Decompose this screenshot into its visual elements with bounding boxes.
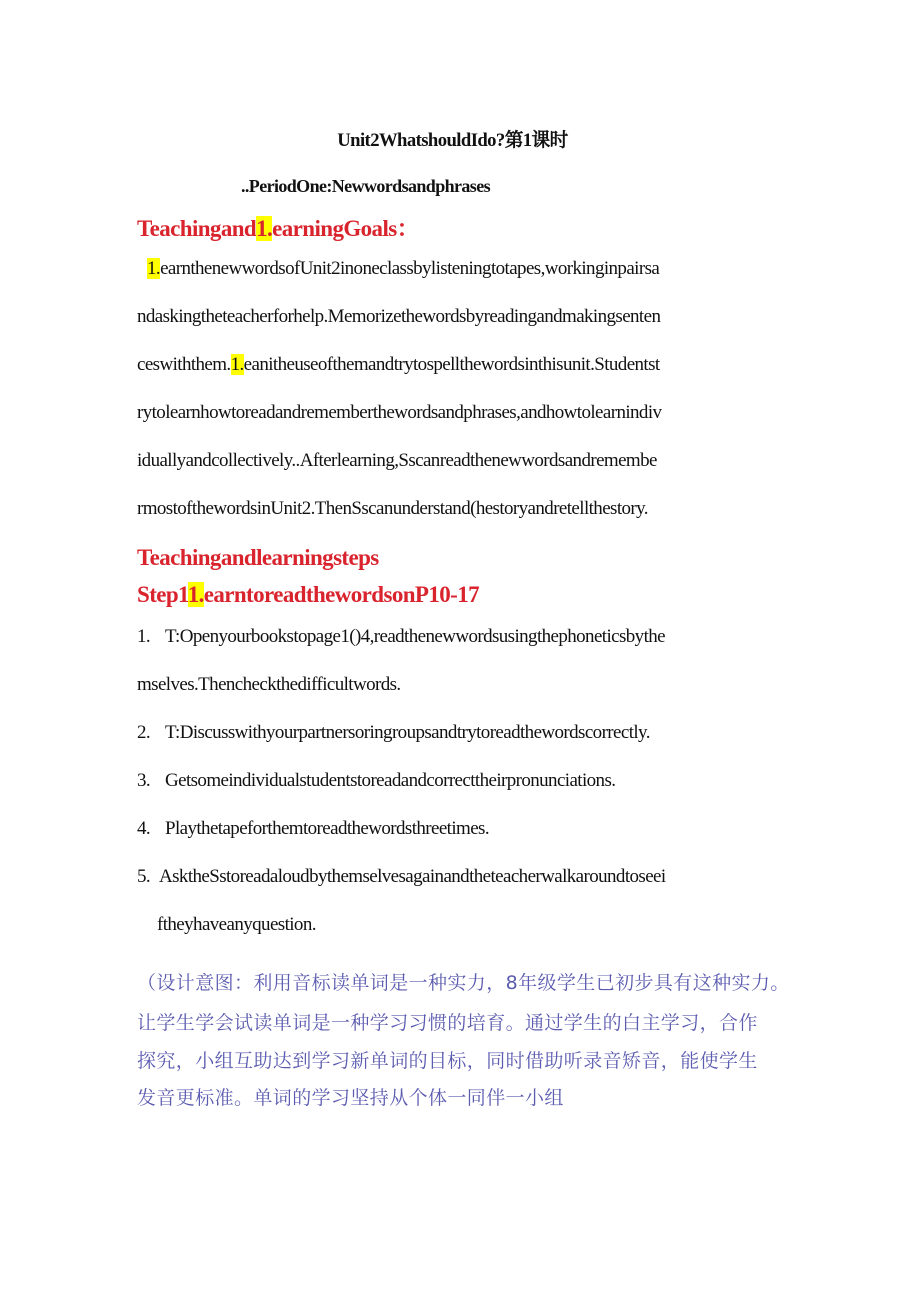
- step-item-text: T:Openyourbookstopage1()4,readthenewwordsusingthephoneticsbythe: [165, 626, 665, 647]
- design-note-line-3: 探究，小组互助达到学习新单词的目标，同时借助听录音矫音，能使学生: [137, 1050, 758, 1072]
- goals-line-1: [147, 258, 659, 280]
- goals-line-3-highlight: 1.: [230, 354, 244, 375]
- step1-heading-rest: earntoreadthewordsonP10-17: [203, 582, 480, 607]
- step-item-text: T:Discusswithyourpartnersoringroupsandtrytoreadthewordscorrectly.: [165, 722, 650, 743]
- goals-line-2: ndaskingtheteacherforhelp.Memorizethewordsbyreadingandmakingsenten: [137, 306, 661, 327]
- step-item-text: Getsomeindividualstudentstoreadandcorrecttheirpronunciations.: [165, 770, 616, 791]
- document-title: Unit2WhatshouldIdo?第1课时: [337, 130, 568, 151]
- goals-line-3-start: ceswiththem.: [137, 354, 231, 375]
- step-item-number: 2.: [137, 722, 151, 743]
- step1-heading-text: Step1: [137, 582, 188, 607]
- design-note-line-1: （设计意图：利用音标读单词是一种实力，8年级学生已初步具有这种实力。: [137, 972, 790, 994]
- goals-heading-text: Teachingand: [137, 216, 257, 241]
- step-item-number: 5.: [137, 866, 151, 887]
- step-item-number: 3.: [137, 770, 151, 791]
- step-item-1: [137, 626, 665, 648]
- goals-line-1-text: earnthenewwordsofUnit2inoneclassbylisteningtotapes,workinginpairsa: [160, 258, 660, 279]
- goals-heading: [137, 210, 419, 243]
- goals-heading-rest: earningGoals：: [272, 216, 419, 241]
- step1-heading-highlight: 1.: [187, 582, 204, 607]
- step-item-number: 4.: [137, 818, 151, 839]
- steps-heading: Teachingandlearningsteps: [137, 545, 379, 570]
- step1-heading: [137, 582, 479, 608]
- step-item-number: 1.: [137, 626, 151, 647]
- design-note-line-2: 让学生学会试读单词是一种学习习惯的培育。通过学生的白主学习，合作: [137, 1012, 758, 1034]
- goals-line-5: iduallyandcollectively..Afterlearning,Sscanreadthenewwordsandremembe: [137, 450, 657, 471]
- goals-line-1-highlight: 1.: [147, 258, 161, 279]
- goals-line-3: [137, 354, 660, 376]
- step-item-text: Playthetapeforthemtoreadthewordsthreetimes.: [165, 818, 489, 839]
- design-note-line-4: 发音更标准。单词的学习坚持从个体一同伴一小组: [137, 1087, 564, 1109]
- step-item-5: [137, 866, 666, 888]
- period-subtitle: ..PeriodOne:Newwordsandphrases: [241, 176, 491, 196]
- step-item-2: [137, 722, 650, 744]
- goals-line-6: rmostofthewordsinUnit2.ThenSscanunderstand(hestoryandretellthestory.: [137, 498, 648, 519]
- step-item-3: [137, 770, 615, 792]
- goals-line-4: rytolearnhowtoreadandrememberthewordsandphrases,andhowtolearnindiv: [137, 402, 662, 423]
- step-item-text: AsktheSstoreadaloudbythemselvesagainandtheteacherwalkaroundtoseei: [159, 866, 666, 887]
- step-item-4: [137, 818, 489, 840]
- goals-heading-highlight: 1.: [256, 216, 273, 241]
- step-item-5-continued: ftheyhaveanyquestion.: [157, 914, 316, 935]
- goals-line-3-rest: eanitheuseofthemandtrytospellthewordsinthisunit.Studentst: [243, 354, 660, 375]
- step-item-1-continued: mselves.Thencheckthedifficultwords.: [137, 674, 401, 695]
